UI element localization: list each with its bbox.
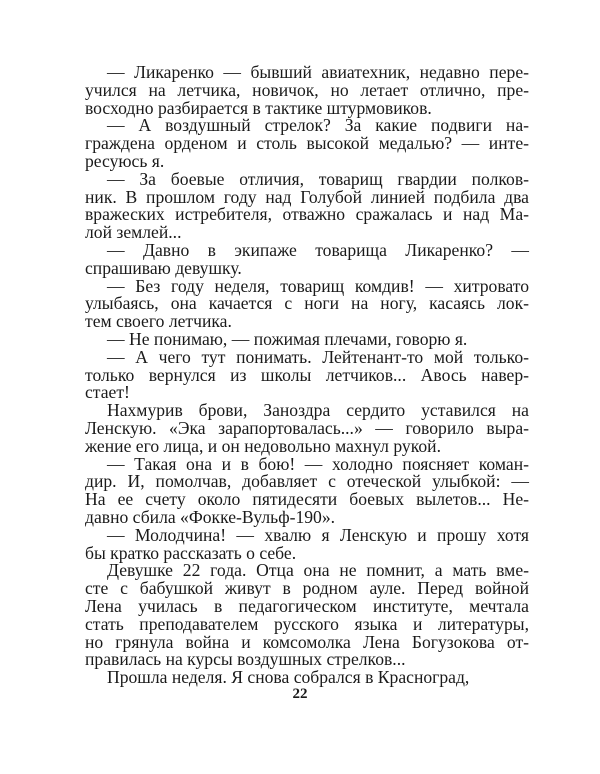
text-line: — Ликаренко — бывший авиатехник, недавно пере- [107,62,529,82]
text-line: учился на летчика, новичок, но летает отлично, пре- [85,79,529,100]
text-line: — Такая она и в бою! — холодно поясняет коман- [107,453,529,474]
text-line: Лена училась в педагогическом институте, мечтала [85,596,529,616]
text-line: стает! [85,382,130,403]
text-line: только вернулся из школы летчиков... Авось навер- [85,364,529,385]
text-line: давно сбила «Фокке-Вульф-190». [85,507,336,527]
text-line: улыбаясь, она качается с ноги на ногу, касаясь лок- [85,293,529,314]
text-line: тем своего летчика. [85,311,232,332]
text-line: сте с бабушкой живут в родном ауле. Перед войной [85,578,529,599]
text-line: Девушке 22 года. Отца она не помнит, а мать вме- [107,560,529,581]
text-line: жение его лица, и он недовольно махнул рукой. [85,435,441,456]
text-line: — А воздушный стрелок? За какие подвиги на- [107,115,529,136]
text-line: Прошла неделя. Я снова собрался в Красноград, [107,667,470,688]
text-line: ресуюсь я. [85,151,165,171]
text-line: ник. В прошлом году над Голубой линией подбила два [85,186,529,207]
text-line: вражеских истребителя, отважно сражалась и над Ма- [85,204,529,225]
text-line: бы кратко рассказать о себе. [85,542,297,563]
text-line: стать преподавателем русского языка и литературы, [85,613,529,634]
text-line: — Давно в экипаже товарища Ликаренко? — [107,240,529,260]
page-number: 22 [292,686,308,702]
text-line: — Без году неделя, товарищ комдив! — хитровато [107,275,529,296]
text-line: но грянула война и комсомолка Лена Богузокова от- [85,631,529,652]
text-line: Нахмурив брови, Заноздра сердито уставился на [107,400,529,421]
text-line: спрашиваю девушку. [85,257,242,278]
text-line: правилась на курсы воздушных стрелков... [85,649,406,670]
text-line: лой землей... [85,222,182,243]
text-line: граждена орденом и столь высокой медалью? — инте- [85,133,529,154]
text-line: На ее счету около пятидесяти боевых вылетов... Не- [85,489,529,510]
text-line: — Не понимаю, — пожимая плечами, говорю я. [107,329,468,349]
text-line: Ленскую. «Эка зарапортовалась...» — говорило выра- [85,418,529,438]
text-line: — Молодчина! — хвалю я Ленскую и прошу хотя [107,524,529,545]
text-line: — За боевые отличия, товарищ гвардии полков- [107,168,529,189]
text-line: восходно разбирается в тактике штурмовиков. [85,97,432,118]
text-line: дир. И, помолчав, добавляет с отеческой улыбкой: — [85,471,529,492]
text-line: — А чего тут понимать. Лейтенант-то мой только- [107,346,529,367]
